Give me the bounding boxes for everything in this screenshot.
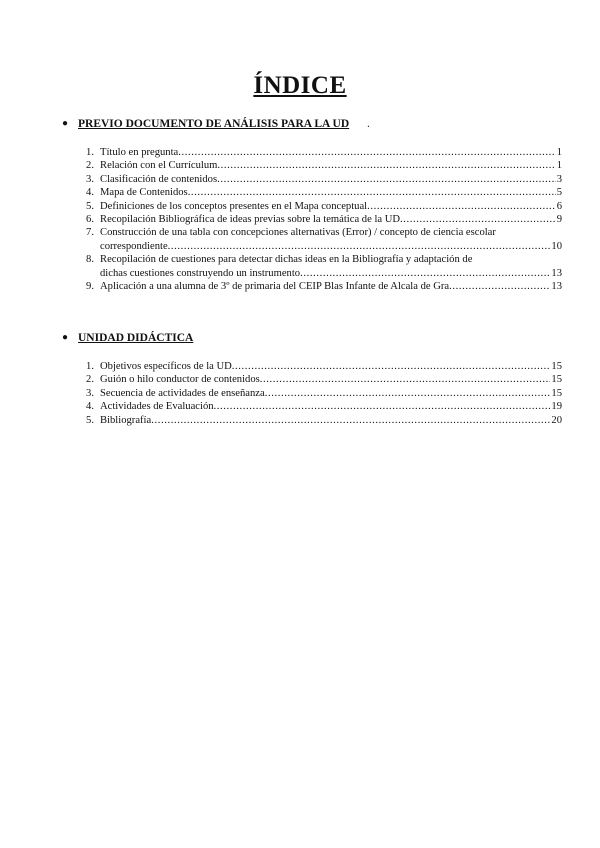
toc-entry-page-number: 15 (551, 374, 562, 386)
bullet-icon: ● (62, 118, 69, 129)
dot-leader (168, 240, 551, 253)
toc-entry-page-number: 10 (551, 240, 562, 252)
toc-entry-page-number: 6 (556, 200, 562, 212)
toc-entry-number: 6. (86, 214, 94, 226)
toc-entry-number: 1. (86, 361, 94, 372)
dot-leader (367, 200, 556, 213)
toc-entry-number: 4. (86, 187, 94, 199)
toc-entry[interactable] (62, 186, 562, 199)
toc-entry-text: Recopilación Bibliográfica de ideas previas sobre la temática de la UD (100, 214, 401, 226)
dot-leader (265, 387, 551, 400)
page-title: ÍNDICE (253, 72, 347, 99)
dot-leader (260, 373, 551, 386)
dot-leader (188, 186, 556, 199)
toc-entry[interactable] (62, 387, 562, 400)
toc-entry[interactable] (62, 173, 562, 186)
toc-list (62, 360, 562, 427)
toc-entry-text: correspondiente (100, 240, 168, 252)
bullet-icon: ● (62, 332, 69, 343)
toc-entry-number: 3. (86, 173, 94, 185)
toc-entry[interactable] (62, 253, 562, 280)
section-heading-suffix: . (367, 118, 370, 130)
toc-entry[interactable] (62, 414, 562, 427)
toc-entry-number: 2. (86, 160, 94, 172)
toc-entry-text: Objetivos específicos de la UD (100, 361, 232, 372)
dot-leader (214, 400, 551, 413)
dot-leader (232, 360, 551, 373)
toc-entry-number: 5. (86, 200, 94, 212)
toc-entry-text: Actividades de Evaluación (100, 401, 214, 413)
toc-entry-text: Guión o hilo conductor de contenidos (100, 374, 260, 386)
toc-entry[interactable] (62, 280, 562, 293)
toc-entry-page-number: 15 (551, 361, 562, 372)
toc-entry[interactable] (62, 400, 562, 413)
section-heading (62, 332, 562, 348)
toc-entry[interactable] (62, 360, 562, 373)
section-didactic-unit (62, 332, 562, 427)
dot-leader (400, 213, 556, 226)
toc-entry-number: 9. (86, 281, 94, 293)
toc-entry-page-number: 19 (551, 401, 562, 413)
toc-entry-number: 5. (86, 414, 94, 426)
dot-leader (449, 280, 550, 293)
toc-entry-text: Secuencia de actividades de enseñanza (100, 387, 265, 399)
toc-entry-number: 8. (86, 254, 94, 266)
toc-entry-page-number: 20 (551, 414, 562, 426)
toc-entry-page-number: 9 (556, 214, 562, 226)
dot-leader (217, 173, 556, 186)
dot-leader (217, 159, 555, 172)
toc-entry-page-number: 15 (551, 387, 562, 399)
toc-entry-number: 2. (86, 374, 94, 386)
toc-entry-number: 4. (86, 401, 94, 413)
toc-entry-text: Clasificación de contenidos (100, 173, 218, 185)
toc-list (62, 146, 562, 293)
toc-entry[interactable] (62, 159, 562, 172)
section-analysis (62, 118, 562, 293)
toc-entry-text: Relación con el Currículum (100, 160, 218, 172)
toc-entry-text: Definiciones de los conceptos presentes en el Mapa conceptual (100, 200, 368, 212)
toc-entry-text: Aplicación a una alumna de 3º de primaria del CEIP Blas Infante de Alcala de Gra (100, 281, 450, 293)
dot-leader (151, 414, 550, 427)
toc-entry-page-number: 1 (556, 147, 562, 158)
toc-entry-text: dichas cuestiones construyendo un instrumento (100, 267, 301, 279)
section-heading-label: PREVIO DOCUMENTO DE ANÁLISIS PARA LA UD (78, 118, 350, 130)
toc-entry-page-number: 1 (556, 160, 562, 172)
toc-entry-page-number: 13 (551, 281, 562, 293)
toc-entry[interactable] (62, 373, 562, 386)
toc-entry[interactable] (62, 213, 562, 226)
toc-entry-text-line: Construcción de una tabla con concepciones alternativas (Error) / concepto de ciencia escolar (100, 227, 496, 239)
toc-entry[interactable] (62, 146, 562, 159)
toc-entry[interactable] (62, 200, 562, 213)
toc-entry-number: 1. (86, 147, 94, 158)
dot-leader (178, 146, 555, 159)
dot-leader (300, 267, 550, 280)
toc-entry-page-number: 13 (551, 267, 562, 279)
section-heading-label: UNIDAD DIDÁCTICA (78, 332, 194, 344)
toc-entry-text: Bibliografía (100, 414, 152, 426)
toc-entry-page-number: 3 (556, 173, 562, 185)
toc-entry-number: 3. (86, 387, 94, 399)
toc-entry[interactable] (62, 226, 562, 253)
toc-entry-text: Título en pregunta (100, 147, 179, 158)
toc-entry-page-number: 5 (556, 187, 562, 199)
toc-entry-text: Mapa de Contenidos (100, 187, 188, 199)
toc-entry-number: 7. (86, 227, 94, 239)
section-heading (62, 118, 562, 134)
toc-entry-text-line: Recopilación de cuestiones para detectar dichas ideas en la Bibliografía y adaptación de (100, 254, 473, 266)
